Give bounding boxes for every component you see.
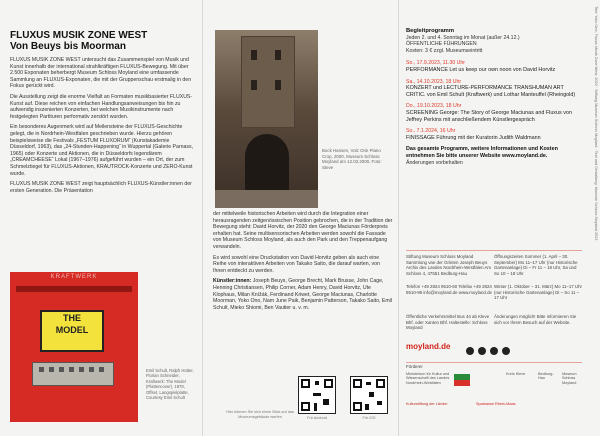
fold-line [202, 0, 203, 436]
event-item [406, 128, 582, 141]
photo-floor [215, 190, 318, 208]
divider [406, 362, 582, 363]
hours-winter: Winter (1. Oktober – 31. März) Mo 11–17 Uhr (nur Historische Gartenanlage) Di – So 11 – 17 Uhr [494, 284, 583, 300]
fold-line [398, 0, 399, 436]
artists-names: Joseph Beuys, George Brecht, Mark Brusse, John Cage, Henning Christiansen, Philip Corner, Adam Henry, David Horvitz, Ute Klophaus, Milan Knížák, Ferdinand Kriwet, George Maciunas, Charlotte Moorman, Yoko Ono, Nam June Paik, Benjamin Patterson, Takako Saito, Emil Schult, Mieko Shiomi, Ben Vautier u. v. m. [213, 278, 392, 311]
qr-code-android[interactable] [298, 376, 336, 414]
event-title: KONZERT und LECTURE-PERFORMANCE TRANSHUMAN ART CRITIC. von Emil Schult (Kraftwerk) und Lothar Manteuffel (Rheingold) [406, 85, 576, 98]
nrw-flag-icon [454, 374, 470, 386]
bedburg-hau-logo: Bedburg-Hau [538, 372, 554, 381]
ministry-logo: Ministerium für Kultur und Wissenschaft des Landes Nordrhein-Westfalen [406, 372, 450, 385]
sparkasse-logo: Sparkasse Rhein-Maas [476, 402, 516, 406]
address-block: Stiftung Museum Schloss Moyland Sammlung van der Grinten Joseph Beuys Archiv des Landes Nordrhein-Westfalen Am Schloss 4, 47551 Bedburg-Hau [406, 254, 492, 276]
exhibition-title: FLUXUS MUSIK ZONE WEST [10, 30, 148, 41]
brand-url[interactable]: moyland.de [406, 342, 451, 351]
program-note: Das gesamte Programm, weitere Informationen und Kosten entnehmen Sie bitte unserer Website www.moyland.de. [406, 146, 558, 159]
event-title: PERFORMANCE Let us keep our own noon von David Horvitz [406, 66, 556, 73]
contact-block: Telefon +49 2824 9510-60 Telefax +49 2824 9510-99 info@moyland.de www.moyland.de [406, 284, 492, 295]
twitter-icon[interactable] [490, 347, 498, 355]
saito-paragraph: Es wird sowohl eine Druckstation von David Horvitz geben als auch eine Reihe von interaktiven Arbeiten von Takako Saito, die darauf warten, von Ihnen entdeckt zu werden. [213, 254, 380, 274]
record-band-name: KRAFTWERK [50, 274, 98, 280]
record-title-line2: MODEL [55, 325, 89, 335]
panel-middle-text [213, 211, 393, 315]
qr-code-ios[interactable] [350, 376, 388, 414]
museum-photo [215, 30, 318, 208]
vertical-credits-text: Titel: Yoko Ono, Fluxus Musik Zone West, 2023 · Stiftung Museum Schloss Moyland · Text und Gestaltung: Museum Schloss Moyland 2023 [594, 6, 598, 241]
photo-tower [241, 36, 295, 128]
record-stripe [16, 286, 132, 292]
kulturstiftung-logo: Kulturstiftung der Länder [406, 402, 448, 406]
record-title-line1: THE [63, 313, 81, 323]
history-paragraph: Ein besonderes Augenmerk wird auf Meilensteine der FLUXUS-Geschichte gelegt, die in Nordrhein-Westfalen geschrieben wurde. Hierzu gehören beispielsweise die Festivals „FESTUM FLUXORUM“ (Kunstakademie Düsseldorf, 1963), das „24-Stunden-Happening“ in Wuppertal (Galerie Parnass, 1965) oder Konzerte und Aktionen, die in Düsseldorfs legendärem „CREAMCHEESE“ Lokal (1967–1976) aufgeführt wurden – ein Ort, der zum Schmelztiegel für FLUXUS-Aktionen, KRAUTROCK-Konzerte und ZERO-Kunst wurde. [10, 124, 194, 177]
event-date: Do., 19.10.2023, 18 Uhr [406, 103, 462, 110]
artists-paragraph: FLUXUS MUSIK ZONE WEST zeigt hauptsächlich FLUXUS-Künstler:innen der ersten Generation. Die Präsentation [10, 181, 192, 194]
photo-archway [245, 134, 289, 196]
event-title: FINISSAGE Führung mit der Kuratorin Judith Waldmann [406, 134, 541, 141]
hours-note: Änderungen möglich! Bitte informieren Sie sich vor Ihrem Besuch auf der Website. [494, 314, 577, 325]
facebook-icon[interactable] [466, 347, 474, 355]
synth-keyboard-graphic [32, 362, 114, 386]
artist-list [213, 278, 393, 311]
artists-label: Künstler:innen: [213, 278, 252, 285]
divider [406, 250, 582, 251]
panel-right [400, 0, 586, 436]
record-cover-image [10, 272, 138, 422]
qr-android-caption: Für Android [307, 416, 327, 420]
event-date: So., 17.9.2023, 11.30 Uhr [406, 60, 466, 67]
kreis-kleve-logo: Kreis Kleve [506, 372, 526, 376]
changes-note: Änderungen vorbehalten [406, 159, 463, 166]
horvitz-paragraph: der mittelweile historischen Arbeiten wird durch die Integration einer herausragenden zeitgenössischen Position gebrochen, die in der Tradition der Bewegung steht: David Horvitz, der 2020 den George Maciunas Förderpreis erhalten hat. Seine multisensorischen Arbeiten werden sowohl die Fassade von Museum Schloss Moyland, als auch den Park und den Treppenaufgang verwandeln. [213, 211, 393, 250]
event-date: Sa., 14.10.2023, 18 Uhr [406, 78, 462, 85]
social-icons [466, 342, 514, 360]
youtube-icon[interactable] [502, 347, 510, 355]
qr-intro-caption: Hier können Sie sich einen Blick auf das Museumsgebäude werfen [226, 410, 294, 419]
record-caption: Emil Schult, Ralph Hütter, Florian Schneider, Kraftwerk: The Model (Plattencover), 1978, Offset, Langspielplatte, Courtesy Emil Schult [146, 368, 194, 401]
exhibition-subtitle: Von Beuys bis Moorman [10, 41, 126, 52]
vertical-credits [588, 6, 598, 426]
sponsor-label: Förderer [406, 364, 423, 369]
variety-paragraph: Die Ausstellung zeigt die enorme Vielfalt an Formaten musikbasierter FLUXUS-Kunst auf. Diese reichen von einfachen Handlungsanweisungen bis hin zu aufwendig inszenierten Konzerten, bei welchen Musikinstrumente nach festgelegten Partituren performativ zerstört wurden. [10, 93, 193, 120]
event-item [406, 60, 582, 73]
program-intro-1: Jeden 2. und 4. Sonntag im Monat (außer 24.12.) [406, 34, 520, 41]
event-item [406, 79, 582, 99]
event-date: So., 7.1.2024, 16 Uhr [406, 128, 456, 135]
event-title: SCREENING George: The Story of George Maciunas and Fluxus von Jeffrey Perkins mit anschließendem Künstlergespräch [406, 109, 572, 123]
photo-caption: Bock Hansen, Volz Orin Piano Crop, 2000, Museum Schloss Moyland am 12.03.2000, Foto: Steve [322, 148, 382, 170]
program-intro-2: ÖFFENTLICHE FÜHRUNGEN [406, 41, 477, 48]
intro-paragraph: FLUXUS MUSIK ZONE WEST untersucht das Zusammenspiel von Musik und Kunst innerhalb der international strahlkräftigen FLUXUS-Bewegung. Mit über 2.500 Exponaten beherbergt Museum Schloss Moyland eine umfassende Sammlung an FLUXUS-Exponaten, die mit der Gruppenschau erstmalig in den Fokus gerückt wird. [10, 57, 192, 90]
moyland-logo: Museum Schloss Moyland [562, 372, 577, 385]
instagram-icon[interactable] [478, 347, 486, 355]
hours-summer: Öffnungszeiten Sommer (1. April – 30. September) Mo 11–17 Uhr (nur Historische Gartenanlage) Di – Fr 11 – 18 Uhr, Sa und So 10 – 18 Uhr [494, 254, 578, 276]
transport-block: Öffentliche Verkehrsmittel Bus 44 ab Kleve Bhf. oder Xanten Bhf. Haltestelle: Schloss Moyland [406, 314, 490, 330]
record-title-box [40, 310, 104, 352]
qr-ios-caption: Für iOS [362, 416, 376, 420]
event-item [406, 103, 582, 123]
program-heading: Begleitprogramm [406, 28, 454, 34]
sponsor-logos [406, 372, 582, 428]
program-intro-3: Kosten: 3 € zzgl. Museumseintritt [406, 47, 483, 54]
